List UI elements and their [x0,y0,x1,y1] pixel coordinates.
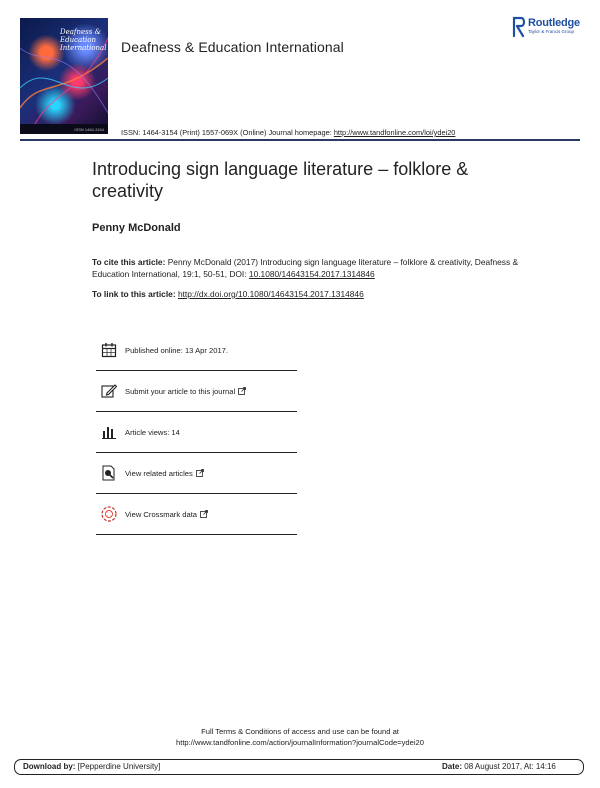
published-online-item [96,330,297,371]
crossmark-item[interactable] [96,494,297,535]
related-articles-link[interactable]: View related articles [125,468,193,478]
bar-chart-icon [100,423,118,441]
download-info-bar [14,759,584,775]
cover-code: ISSN 1464-3154 [74,127,104,132]
edit-pencil-icon [100,382,118,400]
submit-article-link[interactable]: Submit your article to this journal [125,386,236,396]
routledge-r-icon [512,16,526,38]
doi-link[interactable]: 10.1080/14643154.2017.1314846 [248,268,375,279]
article-url-link[interactable]: http://dx.doi.org/10.1080/14643154.2017.1314846 [177,289,364,299]
issn-text: ISSN: 1464-3154 (Print) 1557-069X (Online) Journal homepage: [121,128,334,137]
crossmark-link[interactable]: View Crossmark data [125,509,198,519]
article-title: Introducing sign language literature – folklore & creativity [92,159,469,201]
download-date-value: 08 August 2017, At: 14:16 [462,762,556,771]
issn-line [121,128,455,137]
document-search-icon [100,464,118,482]
journal-cover-image [20,18,108,134]
citation-block [92,257,522,280]
journal-title: Deafness & Education International [121,39,344,55]
related-articles-item[interactable] [96,453,297,494]
article-info-list [96,330,297,535]
terms-notice [0,727,600,748]
downloaded-by-label: Download by: [23,762,76,771]
article-author: Penny McDonald [92,222,181,234]
external-link-icon [196,469,204,477]
cite-label: To cite this article: [92,257,166,267]
calendar-icon [100,341,118,359]
crossmark-icon [100,505,118,523]
article-link-line [92,289,364,299]
article-views-item [96,412,297,453]
terms-line-1: Full Terms & Conditions of access and use can be found at [201,727,399,736]
publisher-name: Routledge [528,17,580,29]
download-date-label: Date: [442,762,463,771]
submit-article-item[interactable] [96,371,297,412]
link-label: To link to this article: [92,289,178,299]
downloaded-by [23,762,160,771]
downloaded-by-value: [Pepperdine University] [75,762,161,771]
journal-homepage-link[interactable]: http://www.tandfonline.com/loi/ydei20 [333,128,456,137]
publisher-subtitle: Taylor & Francis Group [528,29,575,34]
download-date [442,762,556,771]
published-online-text: Published online: 13 Apr 2017. [125,345,229,355]
external-link-icon [200,510,208,518]
header-divider [20,139,580,141]
article-views-text: Article views: 14 [125,427,180,437]
external-link-icon [238,387,246,395]
terms-url-link[interactable]: http://www.tandfonline.com/action/journalInformation?journalCode=ydei20 [175,737,424,747]
publisher-logo [512,16,590,40]
cite-text: Penny McDonald (2017) Introducing sign language literature – folklore & creativity, Deafness & Education International, 19:1, 50-51, DOI: [92,257,519,279]
cover-title: Deafness & Education International [60,28,107,52]
